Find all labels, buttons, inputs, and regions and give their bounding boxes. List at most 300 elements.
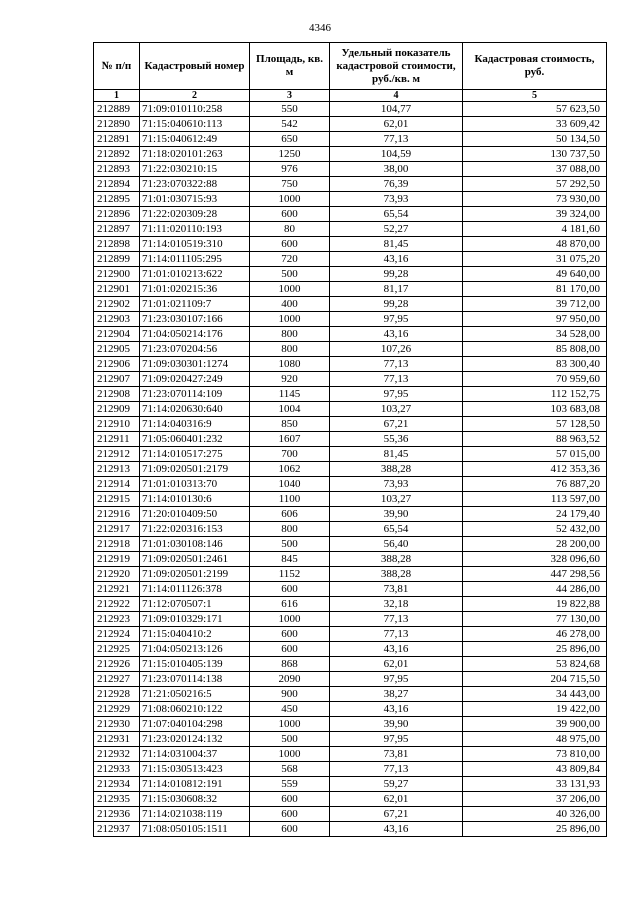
cadastral-value-cell: 70 959,60 bbox=[463, 372, 607, 387]
cadastral-value-cell: 57 623,50 bbox=[463, 102, 607, 117]
specific-value-cell: 59,27 bbox=[330, 777, 463, 792]
row-number-cell: 212896 bbox=[94, 207, 140, 222]
row-number-cell: 212912 bbox=[94, 447, 140, 462]
table-header-row bbox=[94, 43, 607, 90]
cadastral-number-cell: 71:23:070322:88 bbox=[140, 177, 250, 192]
cadastral-value-cell: 4 181,60 bbox=[463, 222, 607, 237]
cadastral-number-cell: 71:15:010405:139 bbox=[140, 657, 250, 672]
cadastral-number-cell: 71:23:020124:132 bbox=[140, 732, 250, 747]
specific-value-cell: 99,28 bbox=[330, 297, 463, 312]
specific-value-cell: 97,95 bbox=[330, 672, 463, 687]
cadastral-number-cell: 71:01:010313:70 bbox=[140, 477, 250, 492]
row-number-cell: 212894 bbox=[94, 177, 140, 192]
specific-value-cell: 43,16 bbox=[330, 642, 463, 657]
specific-value-cell: 77,13 bbox=[330, 372, 463, 387]
cadastral-value-cell: 48 870,00 bbox=[463, 237, 607, 252]
specific-value-cell: 62,01 bbox=[330, 117, 463, 132]
area-cell: 606 bbox=[250, 507, 330, 522]
specific-value-cell: 38,00 bbox=[330, 162, 463, 177]
cadastral-value-cell: 77 130,00 bbox=[463, 612, 607, 627]
specific-value-cell: 77,13 bbox=[330, 627, 463, 642]
cadastral-number-cell: 71:14:010130:6 bbox=[140, 492, 250, 507]
area-cell: 600 bbox=[250, 822, 330, 837]
area-cell: 568 bbox=[250, 762, 330, 777]
area-cell: 600 bbox=[250, 807, 330, 822]
row-number-cell: 212925 bbox=[94, 642, 140, 657]
specific-value-cell: 99,28 bbox=[330, 267, 463, 282]
row-number-cell: 212915 bbox=[94, 492, 140, 507]
column-number: 5 bbox=[463, 90, 607, 102]
row-number-cell: 212928 bbox=[94, 687, 140, 702]
row-number-cell: 212932 bbox=[94, 747, 140, 762]
cadastral-number-cell: 71:14:010517:275 bbox=[140, 447, 250, 462]
row-number-cell: 212923 bbox=[94, 612, 140, 627]
area-cell: 800 bbox=[250, 327, 330, 342]
cadastral-value-cell: 39 324,00 bbox=[463, 207, 607, 222]
cadastral-value-cell: 52 432,00 bbox=[463, 522, 607, 537]
table-body bbox=[94, 102, 607, 837]
specific-value-cell: 39,90 bbox=[330, 717, 463, 732]
cadastral-number-cell: 71:15:040610:113 bbox=[140, 117, 250, 132]
cadastral-number-cell: 71:11:020110:193 bbox=[140, 222, 250, 237]
area-cell: 850 bbox=[250, 417, 330, 432]
table-row bbox=[94, 522, 607, 537]
cadastral-number-cell: 71:22:020316:153 bbox=[140, 522, 250, 537]
cadastral-number-cell: 71:09:020501:2461 bbox=[140, 552, 250, 567]
row-number-cell: 212934 bbox=[94, 777, 140, 792]
table-row bbox=[94, 537, 607, 552]
cadastral-value-cell: 57 128,50 bbox=[463, 417, 607, 432]
cadastral-value-cell: 39 900,00 bbox=[463, 717, 607, 732]
row-number-cell: 212903 bbox=[94, 312, 140, 327]
table-row bbox=[94, 342, 607, 357]
row-number-cell: 212931 bbox=[94, 732, 140, 747]
specific-value-cell: 73,81 bbox=[330, 747, 463, 762]
table-row bbox=[94, 717, 607, 732]
cadastral-number-cell: 71:15:040410:2 bbox=[140, 627, 250, 642]
specific-value-cell: 77,13 bbox=[330, 762, 463, 777]
table-row bbox=[94, 207, 607, 222]
table-row bbox=[94, 162, 607, 177]
table-row bbox=[94, 597, 607, 612]
area-cell: 1080 bbox=[250, 357, 330, 372]
area-cell: 720 bbox=[250, 252, 330, 267]
column-number: 2 bbox=[140, 90, 250, 102]
cadastral-number-cell: 71:01:021109:7 bbox=[140, 297, 250, 312]
cadastral-number-cell: 71:22:030210:15 bbox=[140, 162, 250, 177]
table-row bbox=[94, 492, 607, 507]
area-cell: 600 bbox=[250, 627, 330, 642]
row-number-cell: 212929 bbox=[94, 702, 140, 717]
cadastral-value-cell: 57 292,50 bbox=[463, 177, 607, 192]
row-number-cell: 212904 bbox=[94, 327, 140, 342]
area-cell: 80 bbox=[250, 222, 330, 237]
cadastral-number-cell: 71:01:030715:93 bbox=[140, 192, 250, 207]
row-number-cell: 212910 bbox=[94, 417, 140, 432]
cadastral-number-cell: 71:15:040612:49 bbox=[140, 132, 250, 147]
row-number-cell: 212937 bbox=[94, 822, 140, 837]
table-row bbox=[94, 672, 607, 687]
area-cell: 1004 bbox=[250, 402, 330, 417]
specific-value-cell: 55,36 bbox=[330, 432, 463, 447]
cadastral-number-cell: 71:14:010519:310 bbox=[140, 237, 250, 252]
specific-value-cell: 77,13 bbox=[330, 612, 463, 627]
specific-value-cell: 62,01 bbox=[330, 657, 463, 672]
area-cell: 750 bbox=[250, 177, 330, 192]
column-number: 3 bbox=[250, 90, 330, 102]
specific-value-cell: 39,90 bbox=[330, 507, 463, 522]
row-number-cell: 212898 bbox=[94, 237, 140, 252]
area-cell: 542 bbox=[250, 117, 330, 132]
specific-value-cell: 97,95 bbox=[330, 387, 463, 402]
table-row bbox=[94, 102, 607, 117]
cadastral-number-cell: 71:14:010812:191 bbox=[140, 777, 250, 792]
row-number-cell: 212911 bbox=[94, 432, 140, 447]
specific-value-cell: 43,16 bbox=[330, 702, 463, 717]
cadastral-number-cell: 71:14:021038:119 bbox=[140, 807, 250, 822]
specific-value-cell: 62,01 bbox=[330, 792, 463, 807]
cadastral-value-cell: 204 715,50 bbox=[463, 672, 607, 687]
cadastral-value-cell: 24 179,40 bbox=[463, 507, 607, 522]
area-cell: 2090 bbox=[250, 672, 330, 687]
table-row bbox=[94, 132, 607, 147]
cadastral-value-cell: 83 300,40 bbox=[463, 357, 607, 372]
specific-value-cell: 388,28 bbox=[330, 552, 463, 567]
specific-value-cell: 77,13 bbox=[330, 357, 463, 372]
cadastral-value-cell: 130 737,50 bbox=[463, 147, 607, 162]
table-row bbox=[94, 252, 607, 267]
row-number-cell: 212933 bbox=[94, 762, 140, 777]
specific-value-cell: 67,21 bbox=[330, 417, 463, 432]
table-row bbox=[94, 777, 607, 792]
specific-value-cell: 97,95 bbox=[330, 732, 463, 747]
table-row bbox=[94, 732, 607, 747]
table-row bbox=[94, 297, 607, 312]
header-cadastral-number: Кадастровый номер bbox=[140, 43, 250, 90]
specific-value-cell: 32,18 bbox=[330, 597, 463, 612]
cadastral-number-cell: 71:23:030107:166 bbox=[140, 312, 250, 327]
area-cell: 559 bbox=[250, 777, 330, 792]
area-cell: 1152 bbox=[250, 567, 330, 582]
area-cell: 650 bbox=[250, 132, 330, 147]
table-row bbox=[94, 462, 607, 477]
cadastral-number-cell: 71:12:070507:1 bbox=[140, 597, 250, 612]
area-cell: 1000 bbox=[250, 747, 330, 762]
cadastral-value-cell: 88 963,52 bbox=[463, 432, 607, 447]
row-number-cell: 212913 bbox=[94, 462, 140, 477]
table-row bbox=[94, 372, 607, 387]
cadastral-value-cell: 44 286,00 bbox=[463, 582, 607, 597]
cadastral-value-cell: 34 443,00 bbox=[463, 687, 607, 702]
row-number-cell: 212914 bbox=[94, 477, 140, 492]
cadastral-number-cell: 71:08:050105:1511 bbox=[140, 822, 250, 837]
row-number-cell: 212930 bbox=[94, 717, 140, 732]
row-number-cell: 212905 bbox=[94, 342, 140, 357]
table-row bbox=[94, 747, 607, 762]
specific-value-cell: 81,45 bbox=[330, 447, 463, 462]
specific-value-cell: 388,28 bbox=[330, 462, 463, 477]
area-cell: 800 bbox=[250, 522, 330, 537]
specific-value-cell: 76,39 bbox=[330, 177, 463, 192]
cadastral-number-cell: 71:09:020501:2179 bbox=[140, 462, 250, 477]
cadastral-number-cell: 71:14:011105:295 bbox=[140, 252, 250, 267]
cadastral-number-cell: 71:23:070114:109 bbox=[140, 387, 250, 402]
area-cell: 400 bbox=[250, 297, 330, 312]
row-number-cell: 212920 bbox=[94, 567, 140, 582]
area-cell: 500 bbox=[250, 267, 330, 282]
area-cell: 600 bbox=[250, 792, 330, 807]
cadastral-value-table bbox=[93, 42, 607, 837]
specific-value-cell: 97,95 bbox=[330, 312, 463, 327]
area-cell: 500 bbox=[250, 537, 330, 552]
table-row bbox=[94, 582, 607, 597]
area-cell: 1000 bbox=[250, 612, 330, 627]
cadastral-value-cell: 113 597,00 bbox=[463, 492, 607, 507]
cadastral-value-cell: 103 683,08 bbox=[463, 402, 607, 417]
cadastral-number-cell: 71:20:010409:50 bbox=[140, 507, 250, 522]
cadastral-number-cell: 71:14:040316:9 bbox=[140, 417, 250, 432]
cadastral-number-cell: 71:09:020501:2199 bbox=[140, 567, 250, 582]
cadastral-number-cell: 71:01:010213:622 bbox=[140, 267, 250, 282]
row-number-cell: 212919 bbox=[94, 552, 140, 567]
cadastral-value-cell: 328 096,60 bbox=[463, 552, 607, 567]
table-row bbox=[94, 327, 607, 342]
specific-value-cell: 65,54 bbox=[330, 207, 463, 222]
specific-value-cell: 43,16 bbox=[330, 252, 463, 267]
specific-value-cell: 73,93 bbox=[330, 192, 463, 207]
cadastral-value-cell: 49 640,00 bbox=[463, 267, 607, 282]
area-cell: 700 bbox=[250, 447, 330, 462]
table-row bbox=[94, 117, 607, 132]
area-cell: 800 bbox=[250, 342, 330, 357]
cadastral-value-cell: 73 810,00 bbox=[463, 747, 607, 762]
cadastral-number-cell: 71:01:020215:36 bbox=[140, 282, 250, 297]
cadastral-number-cell: 71:01:030108:146 bbox=[140, 537, 250, 552]
table-row bbox=[94, 762, 607, 777]
column-number: 4 bbox=[330, 90, 463, 102]
cadastral-number-cell: 71:04:050214:176 bbox=[140, 327, 250, 342]
specific-value-cell: 107,26 bbox=[330, 342, 463, 357]
table-row bbox=[94, 807, 607, 822]
cadastral-value-cell: 37 206,00 bbox=[463, 792, 607, 807]
cadastral-value-cell: 33 609,42 bbox=[463, 117, 607, 132]
cadastral-value-cell: 31 075,20 bbox=[463, 252, 607, 267]
specific-value-cell: 56,40 bbox=[330, 537, 463, 552]
specific-value-cell: 77,13 bbox=[330, 132, 463, 147]
area-cell: 550 bbox=[250, 102, 330, 117]
cadastral-value-cell: 33 131,93 bbox=[463, 777, 607, 792]
column-number: 1 bbox=[94, 90, 140, 102]
cadastral-value-cell: 57 015,00 bbox=[463, 447, 607, 462]
specific-value-cell: 38,27 bbox=[330, 687, 463, 702]
row-number-cell: 212899 bbox=[94, 252, 140, 267]
table-row bbox=[94, 702, 607, 717]
row-number-cell: 212895 bbox=[94, 192, 140, 207]
cadastral-number-cell: 71:18:020101:263 bbox=[140, 147, 250, 162]
area-cell: 1000 bbox=[250, 192, 330, 207]
specific-value-cell: 43,16 bbox=[330, 822, 463, 837]
cadastral-value-cell: 19 422,00 bbox=[463, 702, 607, 717]
table-row bbox=[94, 357, 607, 372]
cadastral-value-cell: 46 278,00 bbox=[463, 627, 607, 642]
cadastral-number-cell: 71:23:070114:138 bbox=[140, 672, 250, 687]
table-row bbox=[94, 642, 607, 657]
table-row bbox=[94, 507, 607, 522]
header-row-number: № п/п bbox=[94, 43, 140, 90]
row-number-cell: 212936 bbox=[94, 807, 140, 822]
row-number-cell: 212918 bbox=[94, 537, 140, 552]
row-number-cell: 212900 bbox=[94, 267, 140, 282]
area-cell: 868 bbox=[250, 657, 330, 672]
table-row bbox=[94, 432, 607, 447]
cadastral-number-cell: 71:09:030301:1274 bbox=[140, 357, 250, 372]
table-row bbox=[94, 417, 607, 432]
header-specific-value: Удельный показатель кадастровой стоимости, руб./кв. м bbox=[330, 43, 463, 90]
cadastral-number-cell: 71:04:050213:126 bbox=[140, 642, 250, 657]
table-row bbox=[94, 822, 607, 837]
table-row bbox=[94, 147, 607, 162]
row-number-cell: 212917 bbox=[94, 522, 140, 537]
cadastral-value-cell: 37 088,00 bbox=[463, 162, 607, 177]
cadastral-value-cell: 48 975,00 bbox=[463, 732, 607, 747]
area-cell: 1040 bbox=[250, 477, 330, 492]
row-number-cell: 212889 bbox=[94, 102, 140, 117]
cadastral-number-cell: 71:09:020427:249 bbox=[140, 372, 250, 387]
row-number-cell: 212890 bbox=[94, 117, 140, 132]
page-number: 4346 bbox=[309, 22, 331, 34]
row-number-cell: 212897 bbox=[94, 222, 140, 237]
area-cell: 1000 bbox=[250, 312, 330, 327]
row-number-cell: 212921 bbox=[94, 582, 140, 597]
specific-value-cell: 81,17 bbox=[330, 282, 463, 297]
row-number-cell: 212893 bbox=[94, 162, 140, 177]
row-number-cell: 212909 bbox=[94, 402, 140, 417]
area-cell: 1250 bbox=[250, 147, 330, 162]
area-cell: 450 bbox=[250, 702, 330, 717]
cadastral-number-cell: 71:14:020630:640 bbox=[140, 402, 250, 417]
area-cell: 1062 bbox=[250, 462, 330, 477]
table-row bbox=[94, 792, 607, 807]
area-cell: 616 bbox=[250, 597, 330, 612]
cadastral-value-cell: 97 950,00 bbox=[463, 312, 607, 327]
table-row bbox=[94, 282, 607, 297]
area-cell: 1000 bbox=[250, 717, 330, 732]
specific-value-cell: 388,28 bbox=[330, 567, 463, 582]
specific-value-cell: 104,59 bbox=[330, 147, 463, 162]
cadastral-value-cell: 25 896,00 bbox=[463, 642, 607, 657]
area-cell: 1607 bbox=[250, 432, 330, 447]
specific-value-cell: 73,93 bbox=[330, 477, 463, 492]
table-row bbox=[94, 222, 607, 237]
area-cell: 920 bbox=[250, 372, 330, 387]
table-row bbox=[94, 567, 607, 582]
cadastral-value-cell: 81 170,00 bbox=[463, 282, 607, 297]
table-row bbox=[94, 177, 607, 192]
cadastral-number-cell: 71:07:040104:298 bbox=[140, 717, 250, 732]
cadastral-value-cell: 34 528,00 bbox=[463, 327, 607, 342]
header-area: Площадь, кв. м bbox=[250, 43, 330, 90]
cadastral-value-cell: 85 808,00 bbox=[463, 342, 607, 357]
area-cell: 600 bbox=[250, 582, 330, 597]
cadastral-number-cell: 71:05:060401:232 bbox=[140, 432, 250, 447]
row-number-cell: 212926 bbox=[94, 657, 140, 672]
specific-value-cell: 81,45 bbox=[330, 237, 463, 252]
cadastral-number-cell: 71:08:060210:122 bbox=[140, 702, 250, 717]
cadastral-value-cell: 39 712,00 bbox=[463, 297, 607, 312]
specific-value-cell: 103,27 bbox=[330, 492, 463, 507]
row-number-cell: 212902 bbox=[94, 297, 140, 312]
specific-value-cell: 43,16 bbox=[330, 327, 463, 342]
area-cell: 1145 bbox=[250, 387, 330, 402]
table-row bbox=[94, 552, 607, 567]
specific-value-cell: 65,54 bbox=[330, 522, 463, 537]
row-number-cell: 212892 bbox=[94, 147, 140, 162]
table-row bbox=[94, 657, 607, 672]
row-number-cell: 212924 bbox=[94, 627, 140, 642]
table-row bbox=[94, 402, 607, 417]
cadastral-value-cell: 43 809,84 bbox=[463, 762, 607, 777]
cadastral-number-cell: 71:15:030513:423 bbox=[140, 762, 250, 777]
cadastral-value-cell: 25 896,00 bbox=[463, 822, 607, 837]
cadastral-value-cell: 76 887,20 bbox=[463, 477, 607, 492]
cadastral-number-cell: 71:14:011126:378 bbox=[140, 582, 250, 597]
header-cadastral-value: Кадастровая стоимость, руб. bbox=[463, 43, 607, 90]
row-number-cell: 212891 bbox=[94, 132, 140, 147]
table-row bbox=[94, 687, 607, 702]
cadastral-value-cell: 19 822,88 bbox=[463, 597, 607, 612]
cadastral-number-cell: 71:15:030608:32 bbox=[140, 792, 250, 807]
cadastral-value-cell: 28 200,00 bbox=[463, 537, 607, 552]
area-cell: 1100 bbox=[250, 492, 330, 507]
area-cell: 976 bbox=[250, 162, 330, 177]
row-number-cell: 212916 bbox=[94, 507, 140, 522]
row-number-cell: 212907 bbox=[94, 372, 140, 387]
row-number-cell: 212901 bbox=[94, 282, 140, 297]
area-cell: 1000 bbox=[250, 282, 330, 297]
specific-value-cell: 67,21 bbox=[330, 807, 463, 822]
area-cell: 600 bbox=[250, 642, 330, 657]
table-column-numbers-row bbox=[94, 90, 607, 102]
cadastral-number-cell: 71:09:010329:171 bbox=[140, 612, 250, 627]
cadastral-number-cell: 71:14:031004:37 bbox=[140, 747, 250, 762]
row-number-cell: 212906 bbox=[94, 357, 140, 372]
table-row bbox=[94, 612, 607, 627]
table-row bbox=[94, 387, 607, 402]
cadastral-value-cell: 447 298,56 bbox=[463, 567, 607, 582]
cadastral-value-cell: 112 152,75 bbox=[463, 387, 607, 402]
table-row bbox=[94, 312, 607, 327]
row-number-cell: 212927 bbox=[94, 672, 140, 687]
row-number-cell: 212908 bbox=[94, 387, 140, 402]
cadastral-value-cell: 53 824,68 bbox=[463, 657, 607, 672]
table-row bbox=[94, 477, 607, 492]
table-row bbox=[94, 192, 607, 207]
area-cell: 600 bbox=[250, 207, 330, 222]
area-cell: 845 bbox=[250, 552, 330, 567]
cadastral-value-cell: 412 353,36 bbox=[463, 462, 607, 477]
area-cell: 600 bbox=[250, 237, 330, 252]
cadastral-number-cell: 71:22:020309:28 bbox=[140, 207, 250, 222]
cadastral-number-cell: 71:21:050216:5 bbox=[140, 687, 250, 702]
cadastral-value-cell: 40 326,00 bbox=[463, 807, 607, 822]
table-row bbox=[94, 267, 607, 282]
row-number-cell: 212935 bbox=[94, 792, 140, 807]
area-cell: 900 bbox=[250, 687, 330, 702]
specific-value-cell: 73,81 bbox=[330, 582, 463, 597]
cadastral-number-cell: 71:23:070204:56 bbox=[140, 342, 250, 357]
row-number-cell: 212922 bbox=[94, 597, 140, 612]
cadastral-value-cell: 50 134,50 bbox=[463, 132, 607, 147]
